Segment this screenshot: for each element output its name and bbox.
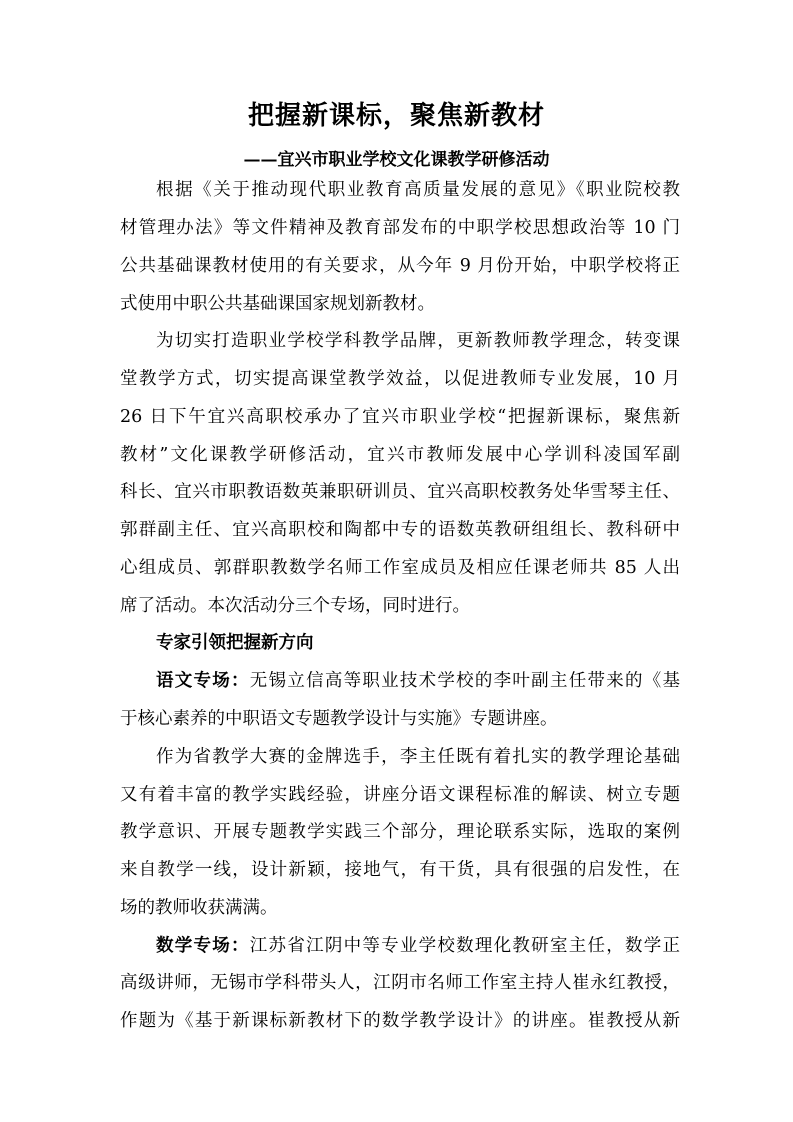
math-session-line-1 <box>156 929 680 963</box>
paragraph-3-line-2: 又有着丰富的教学实践经验，讲座分语文课程标准的解读、树立专题 <box>120 785 680 805</box>
document-subtitle: ——宜兴市职业学校文化课教学研修活动 <box>243 150 550 170</box>
paragraph-3-line-3: 教学意识、开展专题教学实践三个部分，理论联系实际，选取的案例 <box>120 822 680 842</box>
paragraph-2-line-4: 教材”文化课教学研修活动，宜兴市教师发展中心学训科凌国军副 <box>120 445 680 465</box>
paragraph-1-line-1: 根据《关于推动现代职业教育高质量发展的意见》《职业院校教 <box>156 180 680 200</box>
paragraph-2-line-1: 为切实打造职业学校学科教学品牌，更新教师教学理念，转变课 <box>156 331 680 351</box>
math-session-text: 江苏省江阴中等专业学校数理化教研室主任，数学正 <box>249 936 680 956</box>
paragraph-2-line-6: 郭群副主任、宜兴高职校和陶都中专的语数英教研组组长、教科研中 <box>120 520 680 540</box>
paragraph-2-line-8: 席了活动。本次活动分三个专场，同时进行。 <box>120 596 470 616</box>
paragraph-3-line-1: 作为省教学大赛的金牌选手，李主任既有着扎实的教学理论基础 <box>156 747 680 767</box>
paragraph-2-line-5: 科长、宜兴市职教语数英兼职研训员、宜兴高职校教务处华雪琴主任、 <box>120 482 680 502</box>
chinese-session-label: 语文专场： <box>156 671 250 691</box>
math-session-label: 数学专场： <box>156 936 250 956</box>
paragraph-1-line-2: 材管理办法》等文件精神及教育部发布的中职学校思想政治等 10 门 <box>120 218 680 238</box>
chinese-session-line-2: 于核心素养的中职语文专题教学设计与实施》专题讲座。 <box>120 709 558 729</box>
section-heading: 专家引领把握新方向 <box>156 633 314 653</box>
math-session-line-3: 作题为《基于新课标新教材下的数学教学设计》的讲座。崔教授从新 <box>120 1011 680 1031</box>
chinese-session-line-1 <box>156 664 680 698</box>
math-session-line-2: 高级讲师，无锡市学科带头人，江阴市名师工作室主持人崔永红教授， <box>120 973 680 993</box>
paragraph-3-line-4: 来自教学一线，设计新颖，接地气，有干货，具有很强的启发性，在 <box>120 860 680 880</box>
paragraph-1-line-3: 公共基础课教材使用的有关要求，从今年 9 月份开始，中职学校将正 <box>120 256 680 276</box>
paragraph-1-line-4: 式使用中职公共基础课国家规划新教材。 <box>120 294 435 314</box>
document-title: 把握新课标，聚焦新教材 <box>247 101 545 131</box>
chinese-session-text: 无锡立信高等职业技术学校的李叶副主任带来的《基 <box>249 671 680 691</box>
paragraph-2-line-7: 心组成员、郭群职教数学名师工作室成员及相应任课老师共 85 人出 <box>120 558 680 578</box>
paragraph-2-line-3: 26 日下午宜兴高职校承办了宜兴市职业学校“把握新课标，聚焦新 <box>120 407 680 427</box>
paragraph-2-line-2: 堂教学方式，切实提高课堂教学效益，以促进教师专业发展，10 月 <box>120 369 680 389</box>
paragraph-3-line-5: 场的教师收获满满。 <box>120 898 278 918</box>
